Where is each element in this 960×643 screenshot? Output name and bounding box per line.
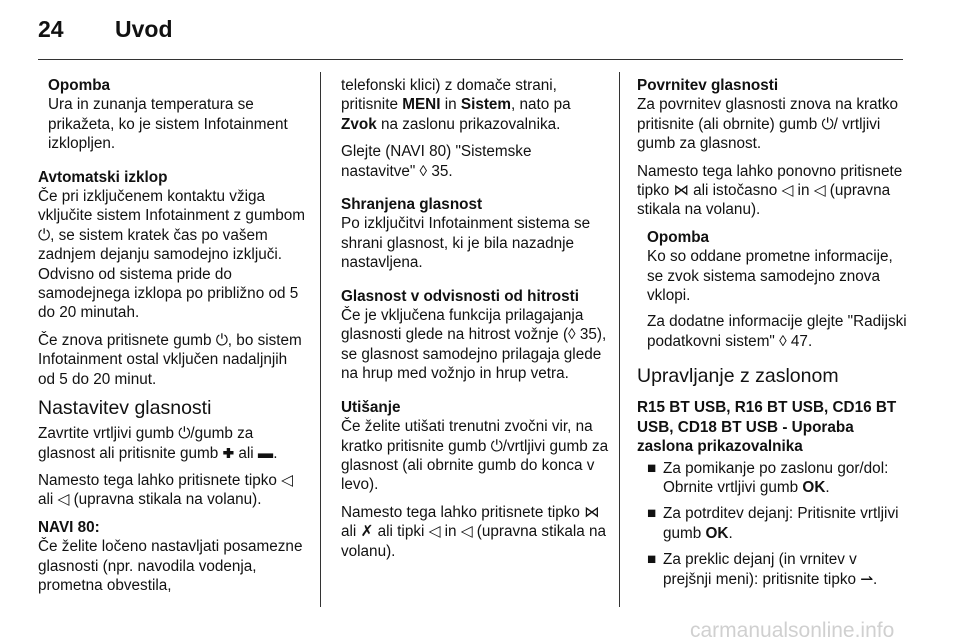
cont-text-3: na zaslonu prikazovalnika. <box>380 115 561 133</box>
autooff-title: Avtomatski izklop <box>38 168 168 186</box>
screen-heading: Upravljanje z zaslonom <box>637 365 839 388</box>
mute-alt-text: Namesto tega lahko pritisnete tipko ⋈ ali ✗ ali tipki ◁ in ◁ (upravna stikala na volanu). <box>341 503 607 560</box>
restore-title: Povrnitev glasnosti <box>637 77 779 94</box>
list-item-bold: OK <box>802 478 826 496</box>
note2-text: Ko so oddane prometne informacije, se zvok sistema samodejno znova vklopi. <box>647 248 893 305</box>
list-item-text <box>663 504 907 543</box>
list-item-post: . <box>728 524 733 542</box>
list-item <box>647 504 907 543</box>
list-item-post: . <box>825 478 830 496</box>
mute-title: Utišanje <box>341 398 401 416</box>
mute-para <box>341 398 609 495</box>
volume-heading: Nastavitev glasnosti <box>38 397 212 420</box>
page-number: 24 <box>38 16 64 42</box>
models-heading: R15 BT USB, R16 BT USB, CD16 BT USB, CD18 BT USB - Uporaba zaslona prikazovalnika <box>637 399 897 456</box>
in-word: in <box>444 96 457 114</box>
header-rule <box>38 59 903 60</box>
cont-text-1: telefonski klici) z domače strani, pritisnite <box>341 77 557 114</box>
mute-text: Če želite utišati trenutni zvočni vir, na kratko pritisnite gumb ⏻/vrtljivi gumb za glasnost (ali obrnite gumb do konca v levo). <box>341 418 609 494</box>
menu-instructions <box>341 76 609 134</box>
saved-title: Shranjena glasnost <box>341 196 483 214</box>
column-2 <box>341 76 609 575</box>
navi-title: NAVI 80: <box>38 518 100 536</box>
bullet-icon: ■ <box>647 551 657 569</box>
list-item-pre: Za preklic dejanj (in vrnitev v prejšnji meni): pritisnite tipko ⇀. <box>663 551 878 588</box>
autooff-section <box>38 168 306 323</box>
saved-section <box>341 195 609 273</box>
column-divider-1 <box>320 72 321 607</box>
column-divider-2 <box>619 72 620 607</box>
bullet-icon: ■ <box>647 459 657 477</box>
list-item <box>647 459 907 498</box>
list-item-bold: OK <box>705 524 729 542</box>
list-item <box>647 550 907 589</box>
autooff-text: Če pri izključenem kontaktu vžiga vključite sistem Infotainment z gumbom ⏻, se sistem kratek čas po vašem zadnjem dejanju samodejno izključi. Odvisno od sistema pride do samodejnega izklopa po približno od 5 do 20 minutah. <box>38 188 305 322</box>
note-box-2 <box>647 228 907 351</box>
speed-title: Glasnost v odvisnosti od hitrosti <box>341 287 579 305</box>
cont-text-2: , nato pa <box>511 96 571 114</box>
restore-text: Za povrnitev glasnosti znova na kratko pritisnite (ali obrnite) gumb ⏻/ vrtljivi gumb za glasnost. <box>637 96 899 153</box>
watermark: carmanualsonline.info <box>690 619 895 642</box>
zvok-label: Zvok <box>341 115 377 133</box>
saved-text: Po izključitvi Infotainment sistema se shrani glasnost, ki je bila nazadnje nastavljena. <box>341 215 591 272</box>
volume-alt-text: Namesto tega lahko pritisnete tipko ◁ ali ◁ (upravna stikala na volanu). <box>38 471 293 509</box>
note-title: Opomba <box>48 77 111 94</box>
note2-title: Opomba <box>647 228 710 246</box>
note2-ref: Za dodatne informacije glejte "Radijski podatkovni sistem" ◊ 47. <box>647 313 907 350</box>
navi-section <box>38 518 306 596</box>
restore-alt-text: Namesto tega lahko ponovno pritisnete tipko ⋈ ali istočasno ◁ in ◁ (upravna stikala na volanu). <box>637 162 903 219</box>
list-item-text <box>663 550 907 589</box>
meni-label: MENI <box>402 96 441 114</box>
list-item-pre: Za potrditev dejanj: Pritisnite vrtljivi gumb <box>663 505 899 542</box>
see-reference: Glejte (NAVI 80) "Sistemske nastavitve" ◊ 35. <box>341 143 532 180</box>
bullet-icon: ■ <box>647 505 657 523</box>
note2-para <box>647 228 907 306</box>
sistem-label: Sistem <box>460 96 512 114</box>
list-item-pre: Za pomikanje po zaslonu gor/dol: Obrnite vrtljivi gumb <box>663 459 889 496</box>
mute-section <box>341 398 609 561</box>
restore-section <box>637 76 907 154</box>
column-1 <box>38 76 306 603</box>
speed-section <box>341 287 609 384</box>
list-item-text <box>663 459 907 498</box>
navi-text: Če želite ločeno nastavljati posamezne glasnosti (npr. navodila vodenja, prometna obvestila, <box>38 538 303 594</box>
speed-text: Če je vključena funkcija prilagajanja glasnosti glede na hitrost vožnje (◊ 35), se glasnost samodejno prilagaja glede na hrup med vožnjo in hrup vetra. <box>341 307 607 383</box>
again-text: Če znova pritisnete gumb ⏻, bo sistem Infotainment ostal vključen nadaljnjih od 5 do 20 minut. <box>38 331 302 388</box>
page-title: Uvod <box>115 16 173 42</box>
note-text: Ura in zunanja temperatura se prikažeta, ko je sistem Infotainment izklopljen. <box>48 96 288 153</box>
volume-text: Zavrtite vrtljivi gumb ⏻/gumb za glasnost ali pritisnite gumb ✚ ali ▬. <box>38 425 278 462</box>
note-box <box>48 76 306 154</box>
column-3 <box>637 76 907 596</box>
